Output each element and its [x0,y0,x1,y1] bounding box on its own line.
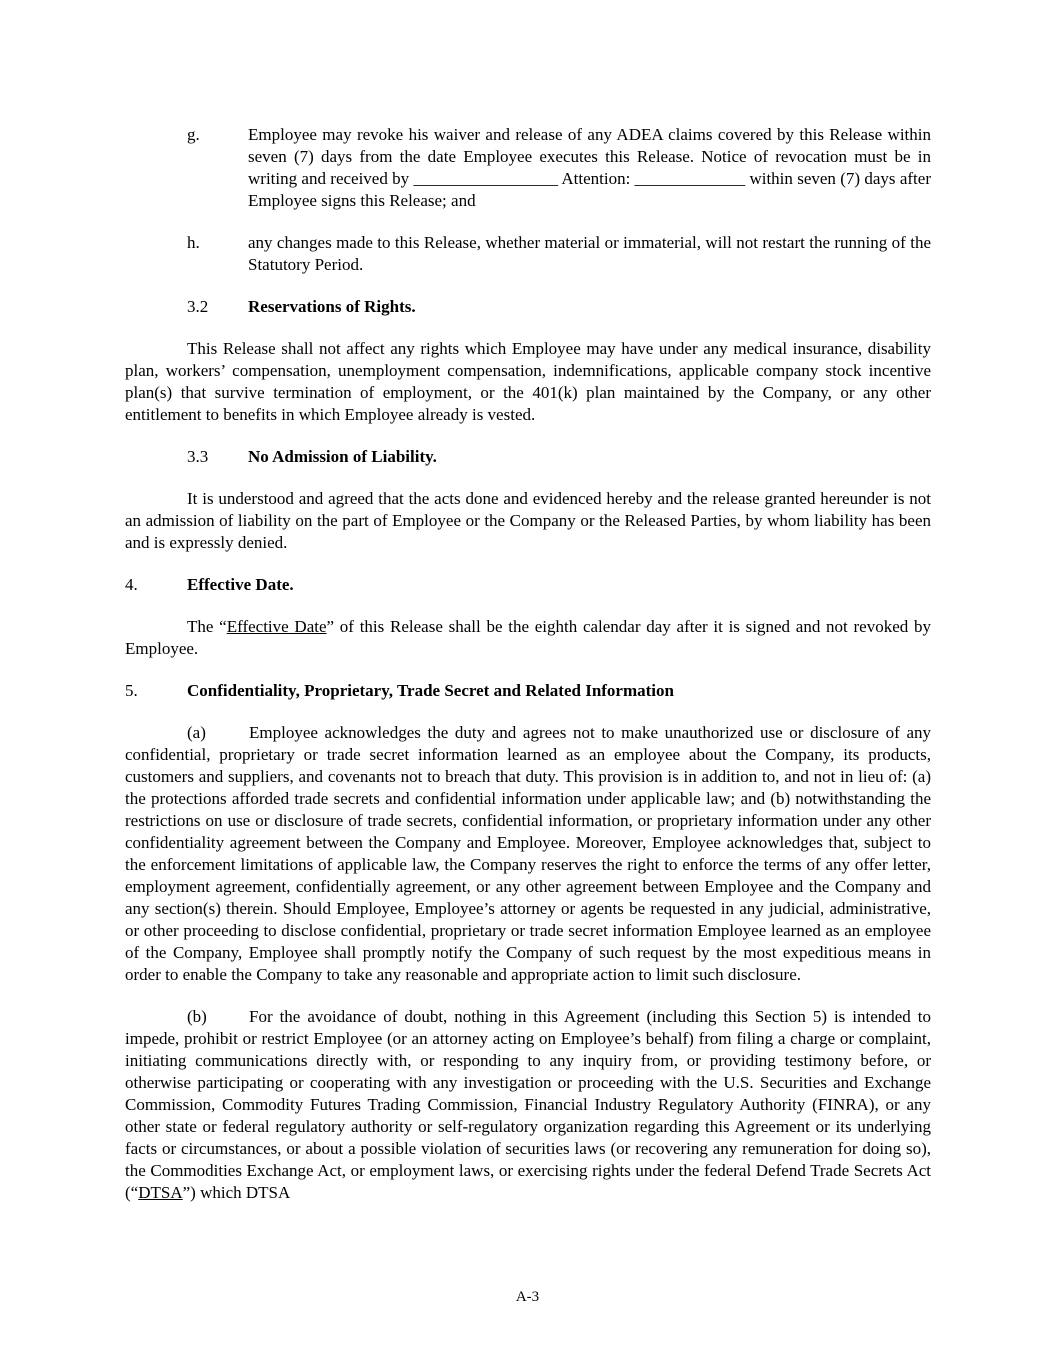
list-label: g. [187,125,200,144]
body-text: For the avoidance of doubt, nothing in this Agreement (including this Section 5) is intended to impede, prohibit or restrict Employee (or an attorney acting on Employee’s behalf) from filing a charge or complaint, initiating communications directly with, or responding to any inquiry from, or providing testimony before, or otherwise participating or cooperating with any investigation or proceeding with the U.S. Securities and Exchange Commission, Commodity Futures Trading Commission, Financial Industry Regulatory Authority (FINRA), or any other state or federal regulatory authority or self-regulatory organization regarding this Agreement or its underlying facts or circumstances, or about a possible violation of securities laws (or recovering any remuneration for doing so), the Commodities Exchange Act, or employment laws, or exercising rights under the federal Defend Trade Secrets Act (“ [125,1007,931,1202]
section-title: Effective Date. [187,575,294,594]
section-title: No Admission of Liability. [248,447,437,466]
section-heading-5 [125,680,931,702]
section-body-4 [125,616,931,660]
section-heading-3-2 [125,296,931,318]
list-item-h [125,232,931,276]
section-5-paragraph-a [125,722,931,986]
body-text: The “ [187,617,227,636]
section-title: Reservations of Rights. [248,297,416,316]
section-5-paragraph-b [125,1006,931,1204]
defined-term: DTSA [138,1183,183,1202]
body-text: ”) which DTSA [182,1183,291,1202]
section-number: 3.3 [187,447,209,466]
section-body-3-3: It is understood and agreed that the acts done and evidenced hereby and the release granted hereunder is not an admission of liability on the part of Employee or the Company or the Released Parties, by whom liability has been and is expressly denied. [125,489,931,552]
section-heading-3-3 [125,446,931,468]
section-number: 3.2 [187,297,209,316]
page-number: A-3 [515,1289,540,1305]
section-number: 5. [125,681,138,700]
list-item-g [125,124,931,212]
list-item-text: any changes made to this Release, whether material or immaterial, will not restart the running of the Statutory Period. [248,233,931,274]
paragraph-label: (b) [187,1007,207,1026]
section-body-3-2: This Release shall not affect any rights which Employee may have under any medical insurance, disability plan, workers’ compensation, unemployment compensation, indemnifications, applicable company stock incentive plan(s) that survive termination of employment, or the 401(k) plan maintained by the Company, or any other entitlement to benefits in which Employee already is vested. [125,339,931,424]
document-page [125,124,931,1224]
section-title: Confidentiality, Proprietary, Trade Secret and Related Information [187,681,674,700]
list-item-text: Employee may revoke his waiver and release of any ADEA claims covered by this Release within seven (7) days from the date Employee executes this Release. Notice of revocation must be in writing and received by _________________ Attention: _____________ within seven (7) days after Employee signs this Release; and [248,125,931,210]
body-text: ” of this Release shall be the eighth calendar day after it is signed and not revoked by Employee. [125,617,931,658]
paragraph-label: (a) [187,723,206,742]
list-label: h. [187,233,200,252]
defined-term: Effective Date [226,617,327,636]
section-number: 4. [125,575,138,594]
body-text: Employee acknowledges the duty and agrees not to make unauthorized use or disclosure of any confidential, proprietary or trade secret information learned as an employee about the Company, its products, customers and suppliers, and covenants not to breach that duty. This provision is in addition to, and not in lieu of: (a) the protections afforded trade secrets and confidential information under applicable law; and (b) notwithstanding the restrictions on use or disclosure of trade secrets, confidential information, or proprietary information under any other confidentiality agreement between the Company and Employee. Moreover, Employee acknowledges that, subject to the enforcement limitations of applicable law, the Company reserves the right to enforce the terms of any offer letter, employment agreement, confidentially agreement, or any other agreement between Employee and the Company and any section(s) therein. Should Employee, Employee’s attorney or agents be requested in any judicial, administrative, or other proceeding to disclose confidential, proprietary or trade secret information Employee learned as an employee of the Company, Employee shall promptly notify the Company of such request by the most expeditious means in order to enable the Company to take any reasonable and appropriate action to limit such disclosure. [125,723,931,984]
section-heading-4 [125,574,931,596]
